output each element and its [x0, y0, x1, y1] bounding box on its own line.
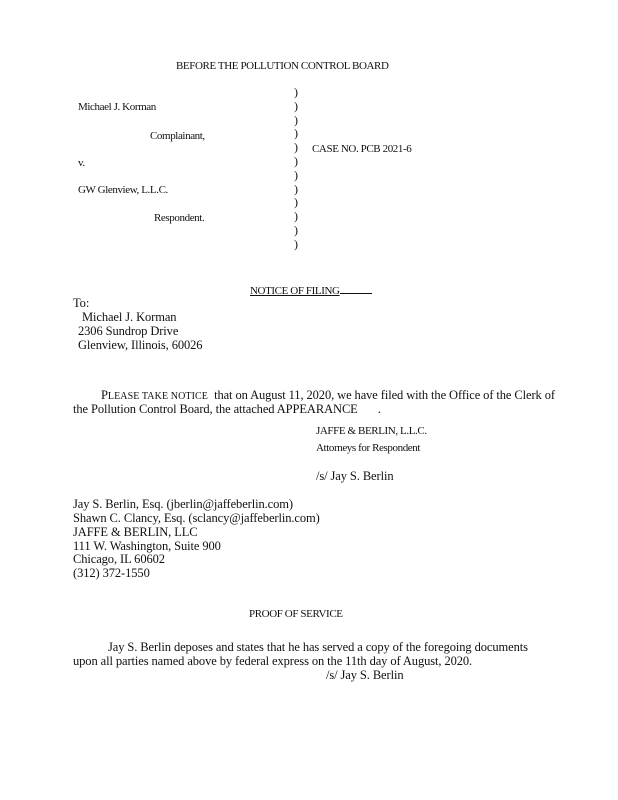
contact-line: 111 W. Washington, Suite 900 — [73, 539, 221, 553]
addressee-line: Michael J. Korman — [82, 310, 177, 324]
court-heading: BEFORE THE POLLUTION CONTROL BOARD — [176, 60, 389, 72]
contact-line: Shawn C. Clancy, Esq. (sclancy@jaffeberlin.com) — [73, 511, 320, 525]
please-take-notice-rest: LEASE TAKE NOTICE — [107, 391, 209, 402]
proof-signature: /s/ Jay S. Berlin — [326, 668, 404, 682]
notice-body-period: . — [377, 402, 381, 416]
proof-body-line-1: Jay S. Berlin deposes and states that he has served a copy of the foregoing documents — [108, 640, 528, 654]
case-number: CASE NO. PCB 2021-6 — [312, 143, 412, 155]
proof-body-line-2: upon all parties named above by federal express on the 11th day of August, 2020. — [73, 654, 473, 668]
caption-paren: ) — [294, 140, 298, 155]
caption-paren: ) — [294, 126, 298, 141]
notice-title-text: NOTICE OF FILING — [250, 285, 340, 297]
notice-title — [250, 283, 372, 297]
complainant-name: Michael J. Korman — [78, 101, 156, 113]
firm-name: JAFFE & BERLIN, L.L.C. — [316, 425, 427, 437]
complainant-role: Complainant, — [150, 130, 205, 142]
please-take-notice-initial: P — [101, 388, 108, 402]
notice-body-text: that on August 11, 2020, we have filed with the Office of the Clerk of — [214, 388, 555, 402]
contact-line: Jay S. Berlin, Esq. (jberlin@jaffeberlin.com) — [73, 497, 293, 511]
contact-line: Chicago, IL 60602 — [73, 552, 165, 566]
caption-paren: ) — [294, 181, 298, 196]
caption-paren: ) — [294, 209, 298, 224]
caption-paren: ) — [294, 153, 298, 168]
respondent-name: GW Glenview, L.L.C. — [78, 184, 168, 196]
notice-body-line-2 — [73, 402, 381, 417]
notice-body-text: the Pollution Control Board, the attached APPEARANCE — [73, 402, 358, 416]
title-underline-extension — [340, 283, 372, 294]
respondent-role: Respondent. — [154, 212, 205, 224]
contact-line: JAFFE & BERLIN, LLC — [73, 525, 198, 539]
caption-paren: ) — [294, 167, 298, 182]
firm-role: Attorneys for Respondent — [316, 442, 421, 454]
notice-body-line-1 — [101, 388, 555, 403]
contact-line: (312) 372-1550 — [73, 566, 150, 580]
caption-paren: ) — [294, 236, 298, 251]
caption-paren: ) — [294, 112, 298, 127]
caption-paren-column — [294, 86, 304, 252]
caption-paren: ) — [294, 222, 298, 237]
caption-paren: ) — [294, 85, 298, 99]
versus-label: v. — [78, 157, 85, 169]
caption-paren: ) — [294, 98, 298, 113]
proof-title: PROOF OF SERVICE — [249, 608, 343, 620]
to-label: To: — [73, 296, 90, 310]
addressee-line: Glenview, Illinois, 60026 — [78, 338, 203, 352]
notice-signature: /s/ Jay S. Berlin — [316, 469, 394, 483]
addressee-line: 2306 Sundrop Drive — [78, 324, 179, 338]
caption-paren: ) — [294, 195, 298, 210]
